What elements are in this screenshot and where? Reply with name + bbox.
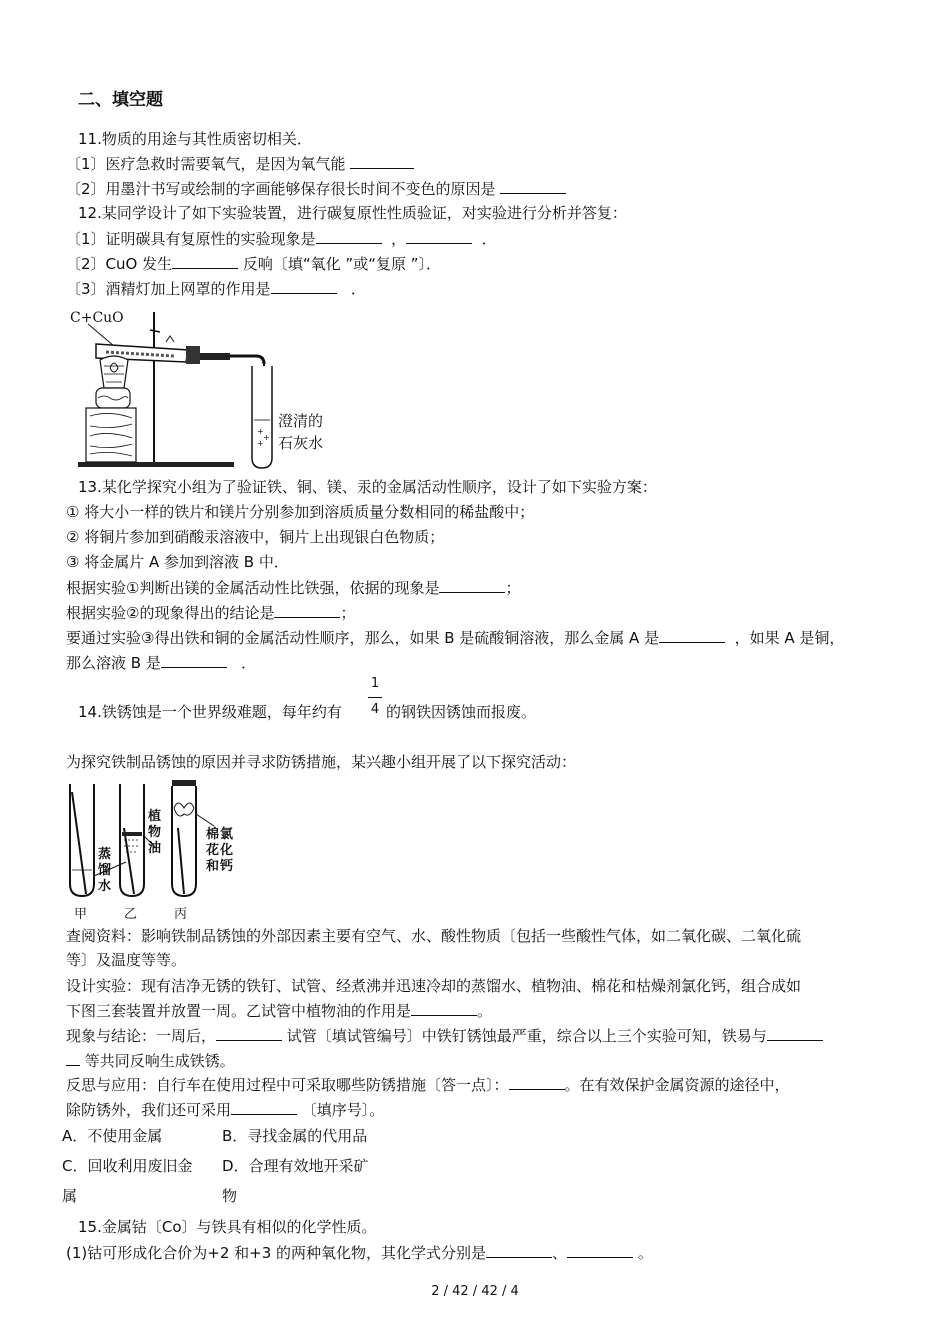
q13-reason3: 要通过实验③得出铁和铜的金属活动性顺序，那么，如果 B 是硫酸铜溶液，那么金属 A 是 ，如果 A 是铜， [66,629,845,647]
q12-part3: 〔3〕酒精灯加上网罩的作用是 ． [66,280,366,298]
q13-reason4: 那么溶液 B 是 ． [66,654,257,672]
answer-blank[interactable] [509,1074,565,1090]
rust-test-tubes-figure [64,778,254,922]
fraction-denominator: 4 [370,702,380,717]
q12-stem: 12.某同学设计了如下实验装置，进行碳复原性性质验证，对实验进行分析并答复： [78,204,627,222]
fig-label-limewater-2: 石灰水 [278,434,324,452]
fig-label-limewater-1: 澄清的 [278,412,324,430]
q14-reference-2: 等〕及温度等等。 [66,951,187,969]
fig-label-bing: 丙 [174,907,188,922]
option-d[interactable]: D．合理有效地开采矿 [222,1157,369,1175]
svg-text:+: + [257,427,264,436]
answer-blank[interactable] [350,153,414,169]
answer-blank[interactable] [767,1025,823,1041]
q11-stem: 11.物质的用途与其性质密切相关． [78,130,312,148]
answer-blank[interactable] [161,652,227,668]
q14-application-1: 反思与应用：自行车在使用过程中可采取哪些防锈措施〔答一点〕： 。在有效保护金属资源的途径中， [66,1076,790,1094]
q14-observation-2: 等共同反响生成铁锈。 [66,1050,235,1071]
fig-label-yi: 乙 [124,907,138,922]
answer-blank[interactable] [274,602,340,618]
fraction-bar [368,697,382,698]
fraction-numerator: 1 [370,676,380,691]
q13-step3: ③ 将金属片 A 参加到溶液 B 中． [66,553,289,571]
fig-label-water: 蒸馏水 [98,847,112,894]
answer-blank[interactable] [271,278,337,294]
answer-blank[interactable] [411,1000,477,1016]
q15-part1: (1)钴可形成化合价为+2 和+3 的两种氧化物，其化学式分别是 、 。 [66,1244,653,1262]
answer-blank[interactable] [66,1050,80,1066]
q15-stem: 15.金属钴〔Co〕与铁具有相似的化学性质。 [78,1218,377,1236]
fig-label-oil: 植物油 [148,809,162,856]
fig-label-jia: 甲 [74,907,88,922]
q11-part2: 〔2〕用墨汁书写或绘制的字画能够保存很长时间不变色的原因是 [66,178,566,199]
fig-label-cotton: 棉花和氯化钙 [206,827,234,874]
option-a[interactable]: A．不使用金属 [62,1127,163,1145]
answer-blank[interactable] [500,178,566,194]
q13-step1: ① 将大小一样的铁片和镁片分别参加到溶质质量分数相同的稀盐酸中； [66,503,535,521]
answer-blank[interactable] [439,577,505,593]
fig-label-ccuo: C+CuO [70,310,124,326]
answer-blank[interactable] [486,1242,552,1258]
answer-blank[interactable] [172,253,238,269]
q14-application-2: 除防锈外，我们还可采用 〔填序号〕。 [66,1101,385,1119]
option-d-continued: 物 [222,1187,238,1205]
carbon-reduction-apparatus-figure [66,302,356,474]
answer-blank[interactable] [406,228,472,244]
svg-text:+: + [263,433,270,442]
answer-blank[interactable] [659,627,725,643]
q14-design-1: 设计实验：现有洁净无锈的铁钉、试管、经煮沸并迅速冷却的蒸馏水、植物油、棉花和枯燥剂氯化钙，组合成如 [66,977,802,995]
q14-stem-b: 的钢铁因锈蚀而报废。 [386,703,537,721]
answer-blank[interactable] [216,1025,282,1041]
q14-stem-a: 14.铁锈蚀是一个世界级难题，每年约有 [78,703,342,721]
svg-text:+: + [257,439,264,448]
q13-stem: 13.某化学探究小组为了验证铁、铜、镁、汞的金属活动性顺序，设计了如下实验方案： [78,478,657,496]
q14-reference-1: 查阅资料：影响铁制品锈蚀的外部因素主要有空气、水、酸性物质〔包括一些酸性气体，如二氧化碳、二氧化硫 [66,927,802,945]
q12-part2: 〔2〕CuO 发生 反响〔填“氧化 ”或“复原 ”〕． [66,255,442,273]
q12-part1: 〔1〕证明碳具有复原性的实验现象是 ， ． [66,230,497,248]
page-footer: 2 / 42 / 42 / 4 [431,1284,519,1299]
q13-step2: ② 将铜片参加到硝酸汞溶液中，铜片上出现银白色物质； [66,528,445,546]
option-b[interactable]: B．寻找金属的代用品 [222,1127,368,1145]
q13-reason1: 根据实验①判断出镁的金属活动性比铁强，依据的现象是 ； [66,579,521,597]
option-c[interactable]: C．回收利用废旧金 [62,1157,193,1175]
q14-observation-1: 现象与结论：一周后， 试管〔填试管编号〕中铁钉锈蚀最严重，综合以上三个实验可知，铁易与 [66,1025,823,1046]
q14-intro: 为探究铁制品锈蚀的原因并寻求防锈措施，某兴趣小组开展了以下探究活动： [66,753,577,771]
answer-blank[interactable] [316,228,382,244]
answer-blank[interactable] [231,1099,297,1115]
section-title: 二、填空题 [78,90,163,110]
answer-blank[interactable] [567,1242,633,1258]
q14-design-2: 下图三套装置并放置一周。乙试管中植物油的作用是 。 [66,1002,493,1020]
q11-part1: 〔1〕医疗急救时需要氧气，是因为氧气能 [66,153,414,174]
q13-reason2: 根据实验②的现象得出的结论是 ； [66,604,356,622]
option-c-continued: 属 [62,1187,78,1205]
